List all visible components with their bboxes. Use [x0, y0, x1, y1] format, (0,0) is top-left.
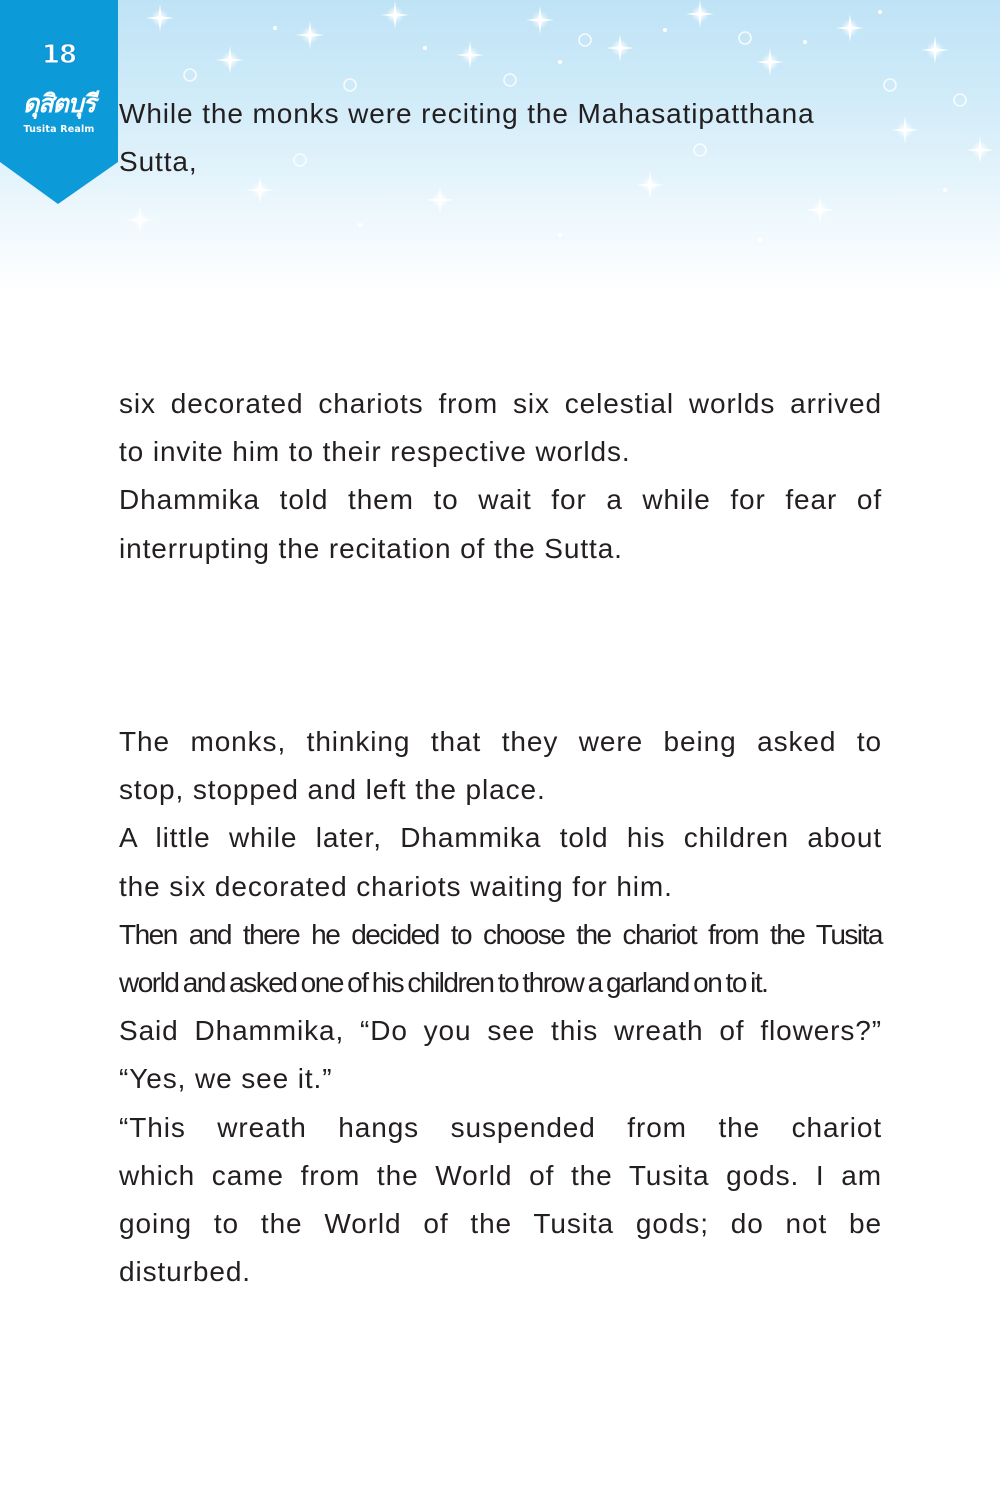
paragraph-1 — [119, 90, 882, 186]
tusita-logo-latin: Tusita Realm — [23, 124, 95, 135]
text-line: Sutta, — [119, 146, 198, 178]
text-line: Said Dhammika, “Do you see this wreath of flowers?” — [119, 1015, 882, 1047]
text-line: While the monks were reciting the Mahasatipatthana — [119, 98, 815, 129]
text-line: “This wreath hangs suspended from the chariot — [119, 1111, 882, 1143]
text-line: A little while later, Dhammika told his children about — [119, 822, 882, 854]
chapter-tab — [0, 0, 118, 204]
text-line: the six decorated chariots waiting for him. — [119, 870, 673, 902]
text-line: interrupting the recitation of the Sutta. — [119, 532, 623, 564]
text-line: disturbed. — [119, 1256, 251, 1288]
text-line-condensed: Then and there he decided to choose the chariot from the Tusita — [119, 918, 882, 950]
tusita-logo-thai: ดุสิตบุรี — [22, 89, 96, 118]
text-line: to invite him to their respective worlds. — [119, 436, 631, 468]
page-number: 18 — [41, 40, 77, 70]
text-line: The monks, thinking that they were being asked to — [119, 726, 882, 757]
text-line: six decorated chariots from six celestial worlds arrived — [119, 388, 882, 419]
text-line: going to the World of the Tusita gods; do not be — [119, 1208, 882, 1240]
text-line-condensed: world and asked one of his children to throw a garland on to it. — [119, 967, 768, 999]
paragraph-2 — [119, 380, 882, 573]
text-line: Dhammika told them to wait for a while for fear of — [119, 484, 882, 516]
text-line: stop, stopped and left the place. — [119, 774, 546, 806]
text-line: which came from the World of the Tusita gods. I am — [119, 1159, 882, 1191]
paragraph-3 — [119, 718, 882, 1296]
text-line: “Yes, we see it.” — [119, 1063, 333, 1095]
